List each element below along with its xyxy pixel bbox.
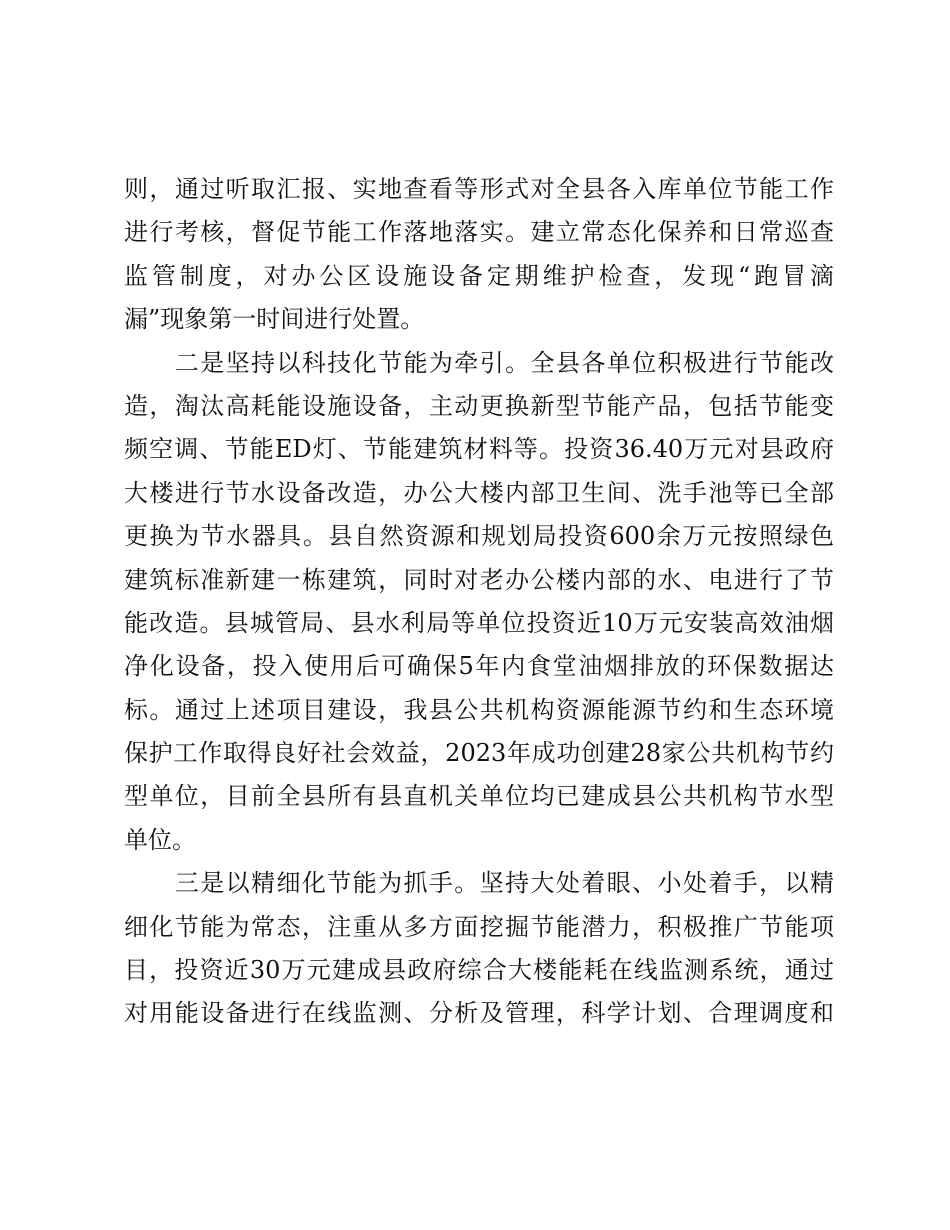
text-line-16: 单位。 (124, 825, 196, 854)
text-line-7: 频空调、节能ED灯、节能建筑材料等。投资36.40万元对县政府 (124, 435, 834, 464)
text-line-11: 能改造。县城管局、县水利局等单位投资近10万元安装高效油烟 (124, 608, 834, 637)
text-line-12: 净化设备，投入使用后可确保5年内食堂油烟排放的环保数据达 (124, 652, 834, 681)
text-line-13: 标。通过上述项目建设，我县公共机构资源能源节约和生态环境 (124, 695, 834, 724)
text-line-4: 漏”现象第一时间进行处置。 (124, 305, 425, 334)
text-line-6: 造，淘汰高耗能设施设备，主动更换新型节能产品，包括节能变 (124, 391, 834, 420)
text-line-14: 保护工作取得良好社会效益，2023年成功创建28家公共机构节约 (124, 739, 834, 768)
text-line-18: 细化节能为常态，注重从多方面挖掘节能潜力，积极推广节能项 (124, 912, 834, 941)
text-line-17: 三是以精细化节能为抓手。坚持大处着眼、小处着手，以精 (124, 869, 834, 898)
text-line-5: 二是坚持以科技化节能为牵引。全县各单位积极进行节能改 (124, 348, 834, 377)
text-line-9: 更换为节水器具。县自然资源和规划局投资600余万元按照绿色 (124, 522, 834, 551)
text-line-2: 进行考核，督促节能工作落地落实。建立常态化保养和日常巡查 (124, 218, 834, 247)
text-line-8: 大楼进行节水设备改造，办公大楼内部卫生间、洗手池等已全部 (124, 478, 834, 507)
text-line-20: 对用能设备进行在线监测、分析及管理，科学计划、合理调度和 (124, 999, 834, 1028)
text-line-10: 建筑标准新建一栋建筑，同时对老办公楼内部的水、电进行了节 (124, 565, 834, 594)
text-line-1: 则，通过听取汇报、实地查看等形式对全县各入库单位节能工作 (124, 175, 834, 203)
document-body-text (124, 168, 834, 1036)
text-line-19: 目，投资近30万元建成县政府综合大楼能耗在线监测系统，通过 (124, 956, 834, 985)
text-line-3: 监管制度，对办公区设施设备定期维护检查，发现“跑冒滴 (124, 261, 834, 290)
text-line-15: 型单位，目前全县所有县直机关单位均已建成县公共机构节水型 (124, 782, 834, 811)
